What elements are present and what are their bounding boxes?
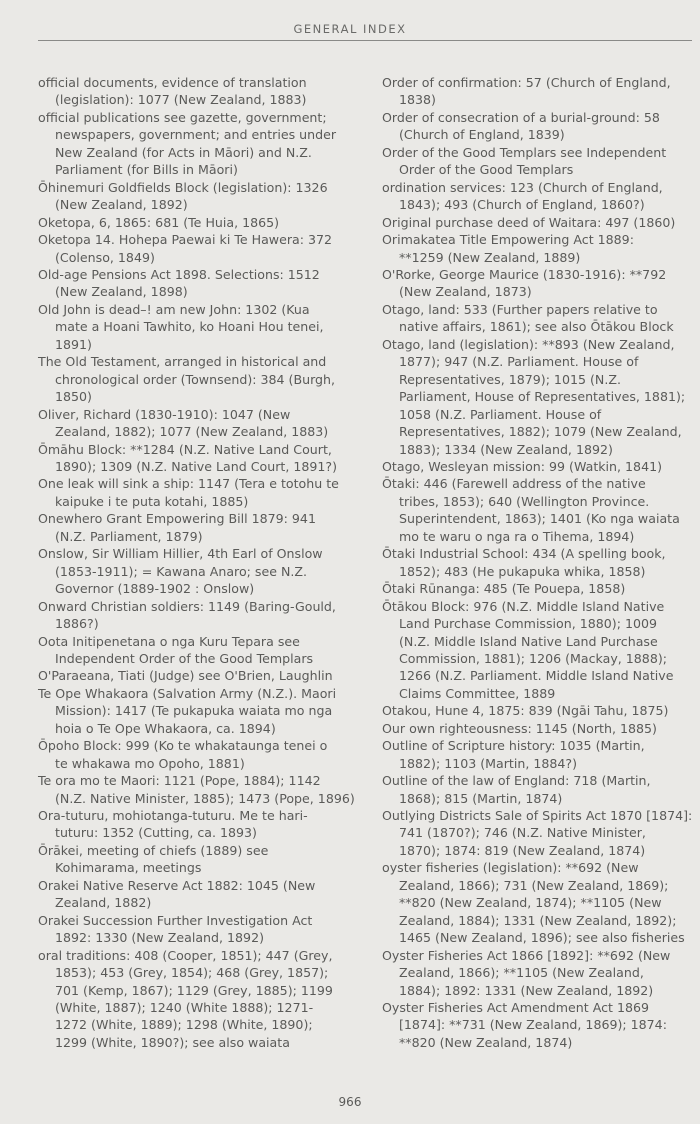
- index-entry-line: Otago, Wesleyan mission: 99 (Watkin, 1841): [382, 458, 663, 474]
- index-entry-line: Zealand, 1866); 731 (New Zealand, 1869);: [399, 877, 669, 893]
- index-entry-line: Parliament, House of Representatives, 1881);: [399, 389, 686, 405]
- index-entry-line: (New Zealand, 1892): [55, 197, 188, 213]
- index-entry-line: mate a Hoani Tawhito, ko Hoani Hou tenei,: [55, 319, 324, 335]
- index-entry: [38, 353, 356, 405]
- index-entry-line: 1853); 453 (Grey, 1854); 468 (Grey, 1857);: [55, 965, 329, 981]
- index-entry: [38, 667, 356, 684]
- index-entry-line: Ora-tuturu, mohiotanga-tuturu. Me te hari-: [38, 808, 308, 824]
- index-entry-line: Orimakatea Title Empowering Act 1889:: [382, 232, 634, 248]
- index-entry-line: official documents, evidence of translation: [38, 75, 307, 90]
- index-entry-line: 1892: 1330 (New Zealand, 1892): [55, 930, 264, 946]
- index-entry: [382, 179, 690, 214]
- index-entry-line: native affairs, 1861); see also Ōtākou Block: [399, 319, 674, 335]
- index-entry-line: tuturu: 1352 (Cutting, ca. 1893): [55, 825, 257, 841]
- index-entry: [38, 301, 356, 353]
- index-entry-line: One leak will sink a ship: 1147 (Tera e totohu te: [38, 476, 339, 492]
- index-entry: [382, 144, 690, 179]
- index-entry-line: (New Zealand, 1898): [55, 284, 188, 300]
- index-entry: [38, 179, 356, 214]
- index-entry-line: 701 (Kemp, 1867); 1129 (Grey, 1885); 1199: [55, 982, 333, 998]
- index-entry: [382, 999, 690, 1051]
- left-column: [38, 74, 356, 1051]
- header-rule: [38, 40, 692, 41]
- index-entry-line: Old-age Pensions Act 1898. Selections: 1512: [38, 266, 320, 282]
- index-entry-line: 1266 (N.Z. Parliament. Middle Island Native: [399, 668, 674, 684]
- index-entry: [38, 807, 356, 842]
- index-entry-line: Onewhero Grant Empowering Bill 1879: 941: [38, 511, 316, 527]
- index-entry-line: Ōhinemuri Goldfields Block (legislation): 1326: [38, 179, 328, 195]
- index-entry-line: (N.Z. Parliament, 1879): [55, 528, 203, 544]
- index-entry-line: Outline of Scripture history: 1035 (Martin,: [382, 738, 645, 754]
- index-entry: [38, 842, 356, 877]
- index-entry-line: Onward Christian soldiers: 1149 (Baring-Gould,: [38, 598, 336, 614]
- index-entry-line: O'Paraeana, Tiati (Judge) see O'Brien, Laughlin: [38, 668, 333, 684]
- index-entry-line: 1850): [55, 389, 92, 405]
- index-entry: [382, 74, 690, 109]
- index-entry: [382, 737, 690, 772]
- index-entry-line: Oketopa 14. Hohepa Paewai ki Te Hawera: 372: [38, 232, 333, 248]
- index-entry-line: (Colenso, 1849): [55, 249, 155, 265]
- index-entry: [38, 214, 356, 231]
- index-entry-line: New Zealand (for Acts in Māori) and N.Z.: [55, 144, 312, 160]
- index-entry-line: Oketopa, 6, 1865: 681 (Te Huia, 1865): [38, 214, 280, 230]
- index-entry-line: Oliver, Richard (1830-1910): 1047 (New: [38, 406, 291, 422]
- index-entry-line: Order of the Good Templars see Independent: [382, 144, 667, 160]
- index-entry: [382, 109, 690, 144]
- index-entry-line: Representatives, 1882); 1079 (New Zealand,: [399, 424, 682, 440]
- index-entry-line: [1874]: **731 (New Zealand, 1869); 1874:: [399, 1017, 667, 1033]
- index-entry-line: Oyster Fisheries Act Amendment Act 1869: [382, 1000, 650, 1016]
- index-entry-line: **1259 (New Zealand, 1889): [399, 249, 581, 265]
- index-entry-line: mo te waru o nga ra o Tihema, 1894): [399, 528, 635, 544]
- index-entry: [382, 475, 690, 545]
- index-entry-line: Oota Initipenetana o nga Kuru Tepara see: [38, 633, 300, 649]
- index-entry: [38, 406, 356, 441]
- index-entry-line: 1877); 947 (N.Z. Parliament. House of: [399, 354, 639, 370]
- index-entry-line: Ōrākei, meeting of chiefs (1889) see: [38, 842, 269, 858]
- index-entry: [382, 720, 690, 737]
- index-entry: [382, 301, 690, 336]
- index-entry: [382, 458, 690, 475]
- index-entry-line: Kohimarama, meetings: [55, 860, 202, 876]
- index-entry-line: 1299 (White, 1890?); see also waiata: [55, 1034, 290, 1050]
- index-entry-line: 1890); 1309 (N.Z. Native Land Court, 1891?): [55, 458, 337, 474]
- index-entry-line: oyster fisheries (legislation): **692 (New: [382, 860, 639, 876]
- index-entry-line: Oyster Fisheries Act 1866 [1892]: **692 (New: [382, 947, 671, 963]
- index-entry-line: The Old Testament, arranged in historical and: [38, 354, 327, 370]
- index-entry-line: Zealand, 1884); 1331 (New Zealand, 1892);: [399, 912, 677, 928]
- index-entry-line: 1852); 483 (He pukapuka whika, 1858): [399, 563, 646, 579]
- index-entry: [38, 441, 356, 476]
- index-entry: [382, 598, 690, 703]
- index-entry: [38, 109, 356, 179]
- index-entry-line: 1843); 493 (Church of England, 1860?): [399, 197, 645, 213]
- index-entry-line: O'Rorke, George Maurice (1830-1916): **792: [382, 266, 667, 282]
- index-entry-line: chronological order (Townsend): 384 (Burgh,: [55, 371, 336, 387]
- index-entry-line: Outline of the law of England: 718 (Martin,: [382, 773, 651, 789]
- index-entry: [38, 74, 356, 109]
- index-entry-line: **820 (New Zealand, 1874); **1105 (New: [399, 895, 662, 911]
- index-entry-line: Superintendent, 1863); 1401 (Ko nga waiata: [399, 511, 680, 527]
- index-entry-line: Outlying Districts Sale of Spirits Act 1870 [1874]:: [382, 808, 693, 824]
- index-entry: [382, 266, 690, 301]
- index-entry-line: Mission): 1417 (Te pukapuka waiata mo nga: [55, 703, 333, 719]
- index-entry-line: 1272 (White, 1889); 1298 (White, 1890);: [55, 1017, 313, 1033]
- index-entry-line: 1883); 1334 (New Zealand, 1892): [399, 441, 613, 457]
- index-entry-line: Our own righteousness: 1145 (North, 1885): [382, 720, 657, 736]
- index-entry: [382, 580, 690, 597]
- index-entry-line: 1886?): [55, 616, 99, 632]
- index-entry-line: 1465 (New Zealand, 1896); see also fisheries: [399, 930, 685, 946]
- index-entry-line: 741 (1870?); 746 (N.Z. Native Minister,: [399, 825, 646, 841]
- index-entry-line: Orakei Native Reserve Act 1882: 1045 (New: [38, 877, 316, 893]
- index-entry: [382, 545, 690, 580]
- index-entry-line: 1891): [55, 336, 92, 352]
- index-entry-line: Old John is dead–! am new John: 1302 (Kua: [38, 301, 310, 317]
- index-entry-line: 1838): [399, 92, 436, 108]
- running-header: GENERAL INDEX: [293, 22, 407, 36]
- index-entry-line: newspapers, government; and entries under: [55, 127, 337, 143]
- index-entry-line: (legislation): 1077 (New Zealand, 1883): [55, 92, 307, 108]
- index-entry-line: Zealand, 1882): [55, 895, 152, 911]
- index-entry-line: 1868); 815 (Martin, 1874): [399, 790, 563, 806]
- index-entry: [38, 633, 356, 668]
- index-entry: [38, 772, 356, 807]
- index-entry: [38, 737, 356, 772]
- index-entry-line: Parliament (for Bills in Māori): [55, 162, 238, 178]
- index-entry: [38, 877, 356, 912]
- index-entry: [38, 545, 356, 597]
- index-entry-line: Otakou, Hune 4, 1875: 839 (Ngāi Tahu, 1875): [382, 703, 669, 719]
- index-entry-line: Otago, land: 533 (Further papers relative to: [382, 301, 658, 317]
- index-entry-line: Zealand, 1882); 1077 (New Zealand, 1883): [55, 424, 329, 440]
- index-entry-line: tribes, 1853); 640 (Wellington Province.: [399, 493, 650, 509]
- index-entry-line: Ōtaki: 446 (Farewell address of the native: [382, 476, 646, 492]
- right-column: [382, 74, 693, 1051]
- index-entry-line: **820 (New Zealand, 1874): [399, 1034, 573, 1050]
- index-entry-line: Ōtākou Block: 976 (N.Z. Middle Island Native: [382, 598, 665, 614]
- index-entry-line: Land Purchase Commission, 1880); 1009: [399, 616, 658, 632]
- index-entry-line: Commission, 1881); 1206 (Mackay, 1888);: [399, 650, 667, 666]
- index-entry-line: (New Zealand, 1873): [399, 284, 532, 300]
- index-entry-line: oral traditions: 408 (Cooper, 1851); 447 (Grey,: [38, 947, 333, 963]
- index-entry: [38, 266, 356, 301]
- index-entry-line: hoia o Te Ope Whakaora, ca. 1894): [55, 720, 276, 736]
- index-entry-line: (Church of England, 1839): [399, 127, 565, 143]
- index-entry-line: Order of confirmation: 57 (Church of England,: [382, 75, 671, 90]
- index-entry: [38, 231, 356, 266]
- index-entry-line: 1882); 1103 (Martin, 1884?): [399, 755, 578, 771]
- index-entry: [382, 772, 690, 807]
- index-entry: [382, 336, 690, 458]
- index-entry: [38, 475, 356, 510]
- index-entry-line: Te ora mo te Maori: 1121 (Pope, 1884); 1142: [38, 773, 321, 789]
- index-entry-line: Independent Order of the Good Templars: [55, 650, 314, 666]
- index-entry-line: Claims Committee, 1889: [399, 685, 556, 701]
- index-entry-line: Te Ope Whakaora (Salvation Army (N.Z.). Maori: [38, 685, 337, 701]
- index-entry-line: (N.Z. Middle Island Native Land Purchase: [399, 633, 658, 649]
- index-entry-line: Ōmāhu Block: **1284 (N.Z. Native Land Court,: [38, 441, 332, 457]
- index-entry: [382, 947, 690, 999]
- index-entry-line: te whakawa mo Opoho, 1881): [55, 755, 245, 771]
- index-entry-line: (White, 1887); 1240 (White 1888); 1271-: [55, 1000, 314, 1016]
- index-entry: [382, 214, 690, 231]
- index-entry-line: Original purchase deed of Waitara: 497 (1860): [382, 214, 676, 230]
- index-entry-line: (1853-1911); = Kawana Anaro; see N.Z.: [55, 563, 308, 579]
- index-entry-line: Zealand, 1866); **1105 (New Zealand,: [399, 965, 644, 981]
- index-entry: [382, 231, 690, 266]
- index-entry-line: official publications see gazette, government;: [38, 109, 327, 125]
- index-entry-line: Ōtaki Rūnanga: 485 (Te Pouepa, 1858): [382, 581, 626, 597]
- index-entry: [382, 859, 690, 946]
- index-entry-line: Governor (1889-1902 : Onslow): [55, 581, 255, 597]
- index-entry-line: Ōpoho Block: 999 (Ko te whakataunga tenei o: [38, 738, 328, 754]
- index-entry-line: Order of consecration of a burial-ground: 58: [382, 109, 660, 125]
- index-entry-line: ordination services: 123 (Church of England,: [382, 179, 663, 195]
- index-entry-line: (N.Z. Native Minister, 1885); 1473 (Pope, 1896): [55, 790, 355, 806]
- index-entry-line: 1884); 1892: 1331 (New Zealand, 1892): [399, 982, 654, 998]
- index-entry-line: Otago, land (legislation): **893 (New Zealand,: [382, 336, 675, 352]
- page-number: 966: [338, 1095, 362, 1109]
- index-entry: [38, 598, 356, 633]
- index-entry-line: Orakei Succession Further Investigation Act: [38, 912, 313, 928]
- index-entry: [38, 947, 356, 1052]
- index-entry: [38, 510, 356, 545]
- index-entry: [38, 912, 356, 947]
- index-entry-line: Ōtaki Industrial School: 434 (A spelling book,: [382, 546, 666, 562]
- index-entry-line: Representatives, 1879); 1015 (N.Z.: [399, 371, 621, 387]
- index-entry-line: kaipuke i te puta kotahi, 1885): [55, 493, 249, 509]
- index-entry-line: 1058 (N.Z. Parliament. House of: [399, 406, 602, 422]
- index-entry-line: Order of the Good Templars: [399, 162, 574, 178]
- index-entry: [38, 685, 356, 737]
- index-entry-line: Onslow, Sir William Hillier, 4th Earl of Onslow: [38, 546, 323, 562]
- index-entry-line: 1870); 1874: 819 (New Zealand, 1874): [399, 842, 646, 858]
- index-entry: [382, 807, 693, 859]
- index-entry: [382, 702, 690, 719]
